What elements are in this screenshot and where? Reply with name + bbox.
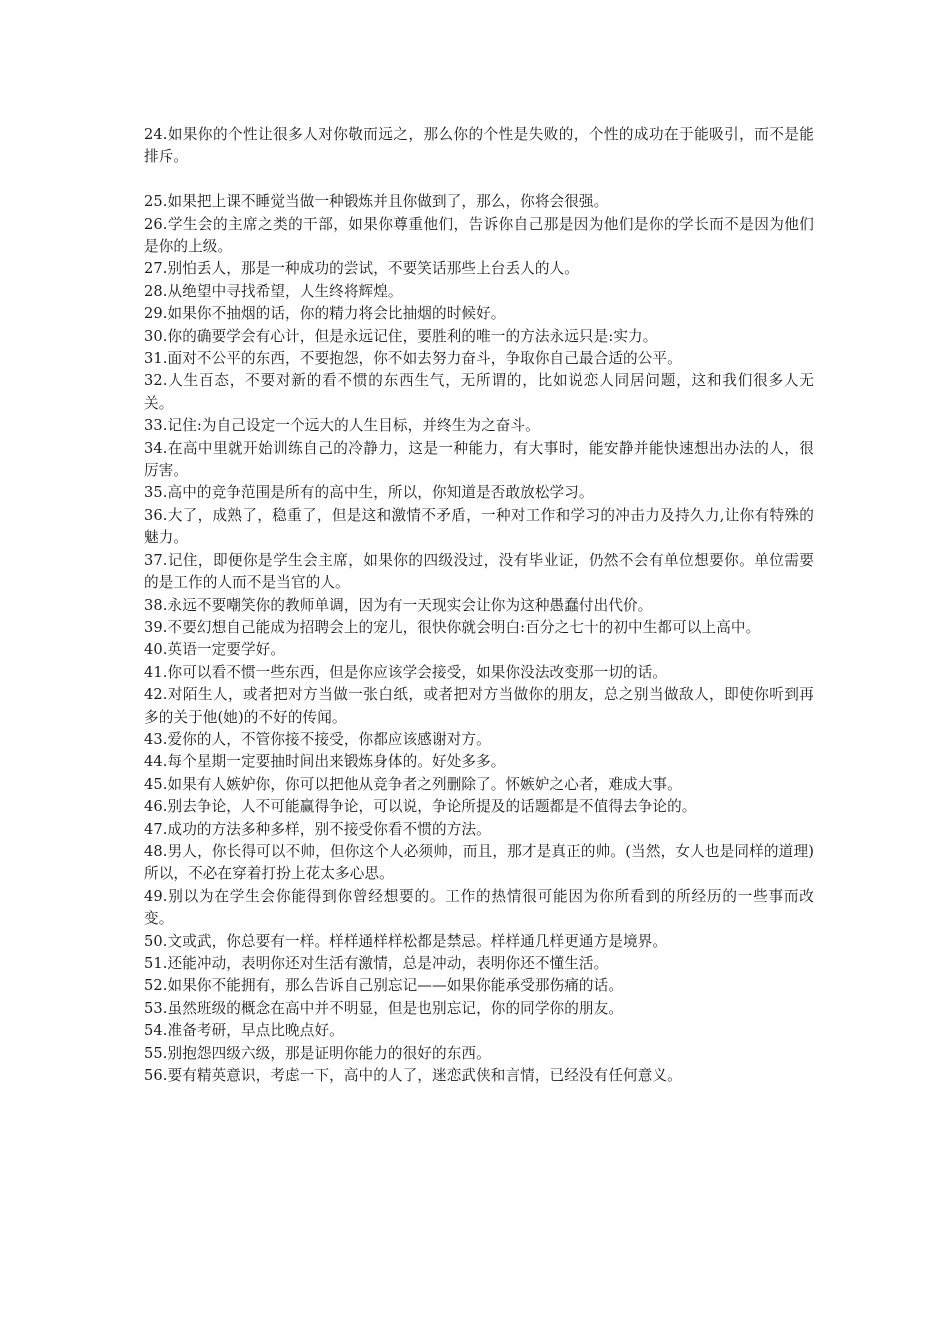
list-item: 25.如果把上课不睡觉当做一种锻炼并且你做到了，那么，你将会很强。 (144, 193, 609, 211)
list-item: 37.记住，即便你是学生会主席，如果你的四级没过，没有毕业证，仍然不会有单位想要你。单位需要的是工作的人而不是当官的人。 (144, 551, 814, 592)
list-item: 50.文或武，你总要有一样。样样通样样松都是禁忌。样样通几样更通方是境界。 (144, 932, 668, 950)
list-item: 32.人生百态，不要对新的看不惯的东西生气，无所谓的，比如说恋人同居问题，这和我们很多人无关。 (144, 372, 814, 412)
list-item: 48.男人，你长得可以不帅，但你这个人必须帅，而且，那才是真正的帅。(当然，女人也是同样的道理)所以，不必在穿着打扮上花太多心思。 (144, 842, 814, 883)
list-item: 56.要有精英意识，考虑一下，高中的人了，迷恋武侠和言情，已经没有任何意义。 (144, 1067, 682, 1085)
list-item: 49.别以为在学生会你能得到你曾经想要的。工作的热情很可能因为你所看到的所经历的一些事而改变。 (144, 887, 814, 928)
list-item: 39.不要幻想自己能成为招聘会上的宠儿，很快你就会明白:百分之七十的初中生都可以上高中。 (144, 618, 761, 636)
list-item: 36.大了，成熟了，稳重了，但是这和激情不矛盾，一种对工作和学习的冲击力及持久力,让你有特殊的魅力。 (144, 506, 814, 547)
list-item: 33.记住:为自己设定一个远大的人生目标，并终生为之奋斗。 (144, 417, 540, 435)
list-item: 30.你的确要学会有心计，但是永远记住，要胜利的唯一的方法永远只是:实力。 (144, 327, 658, 345)
list-item: 31.面对不公平的东西，不要抱怨，你不如去努力奋斗，争取你自己最合适的公平。 (144, 350, 682, 368)
list-item: 38.永远不要嘲笑你的教师单调，因为有一天现实会让你为这种愚蠢付出代价。 (144, 596, 653, 614)
list-item: 35.高中的竞争范围是所有的高中生，所以，你知道是否敢放松学习。 (144, 484, 594, 502)
list-item: 29.如果你不抽烟的话，你的精力将会比抽烟的时候好。 (144, 305, 506, 323)
list-item: 41.你可以看不惯一些东西，但是你应该学会接受，如果你没法改变那一切的话。 (144, 663, 668, 681)
list-item: 55.别抱怨四级六级，那是证明你能力的很好的东西。 (144, 1044, 491, 1062)
list-item: 52.如果你不能拥有，那么告诉自己别忘记——如果你能承受那伤痛的话。 (144, 977, 624, 995)
list-item: 47.成功的方法多种多样，别不接受你看不惯的方法。 (144, 820, 491, 838)
list-item: 26.学生会的主席之类的干部，如果你尊重他们，告诉你自己那是因为他们是你的学长而不是因为他们是你的上级。 (144, 215, 814, 256)
list-item: 34.在高中里就开始训练自己的冷静力，这是一种能力，有大事时，能安静并能快速想出办法的人，很厉害。 (144, 439, 814, 480)
list-item: 40.英语一定要学好。 (144, 641, 286, 659)
list-item: 45.如果有人嫉妒你，你可以把他从竞争者之列删除了。怀嫉妒之心者，难成大事。 (144, 775, 682, 793)
list-item: 46.别去争论，人不可能赢得争论，可以说，争论所提及的话题都是不值得去争论的。 (144, 798, 697, 816)
list-item: 24.如果你的个性让很多人对你敬而远之，那么你的个性是失败的，个性的成功在于能吸引，而不是能排斥。 (144, 126, 814, 166)
list-item: 42.对陌生人，或者把对方当做一张白纸，或者把对方当做你的朋友，总之别当做敌人，即使你听到再多的关于他(她)的不好的传闻。 (144, 686, 814, 726)
list-item: 54.准备考研，早点比晚点好。 (144, 1022, 344, 1040)
list-item: 53.虽然班级的概念在高中并不明显，但是也别忘记，你的同学你的朋友。 (144, 999, 624, 1017)
list-item: 44.每个星期一定要抽时间出来锻炼身体的。好处多多。 (144, 753, 506, 771)
list-item: 43.爱你的人，不管你接不接受，你都应该感谢对方。 (144, 730, 491, 748)
document-body (144, 124, 814, 1087)
list-item: 27.别怕丢人，那是一种成功的尝试，不要笑话那些上台丢人的人。 (144, 260, 579, 278)
list-item: 28.从绝望中寻找希望，人生终将辉煌。 (144, 282, 403, 300)
list-item: 51.还能冲动，表明你还对生活有激情，总是冲动，表明你还不懂生活。 (144, 955, 609, 973)
